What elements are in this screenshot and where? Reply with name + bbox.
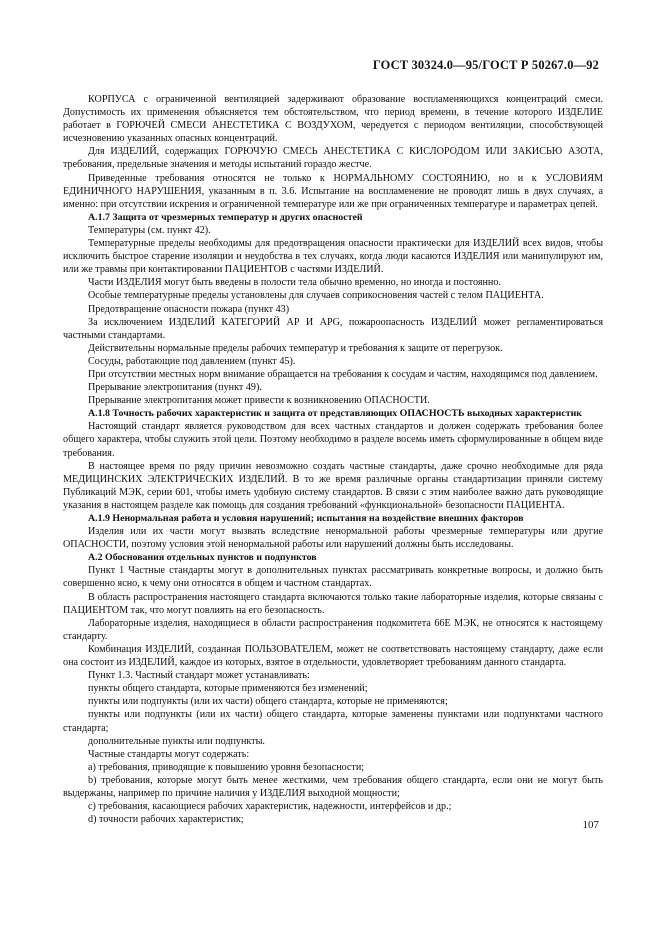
paragraph: Особые температурные пределы установлены для случаев соприкосновения частей с телом ПАЦИЕНТА.	[88, 290, 544, 302]
section-heading: А.1.9 Ненормальная работа и условия нарушений; испытания на воздействие внешних факторов	[88, 513, 524, 524]
paragraph: пункты или подпункты (или их части) общего стандарта, которые не применяются;	[88, 696, 448, 708]
paragraph: пункты общего стандарта, которые применяются без изменений;	[88, 683, 368, 695]
paragraph: Действительны нормальные пределы рабочих температур и требования к защите от перегрузок.	[88, 342, 503, 354]
paragraph: Комбинация ИЗДЕЛИЙ, созданная ПОЛЬЗОВАТЕЛЕМ, может не соответствовать настоящему стандарту, даже если она состоит из ИЗДЕЛИЙ, каждое из которых, взятое в отдельности, удовлетворяет требованиям данного стандарта.	[63, 643, 603, 669]
paragraph: дополнительные пункты или подпункты.	[88, 735, 265, 747]
paragraph: Температуры (см. пункт 42).	[88, 224, 211, 236]
paragraph: При отсутствии местных норм внимание обращается на требования к сосудам и частям, находящимся под давлением.	[88, 368, 598, 380]
document-body	[63, 93, 603, 826]
paragraph: Изделия или их части могут вызвать вследствие ненормальной работы чрезмерные температуры или другие ОПАСНОСТИ, поэтому условия этой ненормальной работы или нарушений должны быть исследованы.	[63, 526, 603, 551]
paragraph: Для ИЗДЕЛИЙ, содержащих ГОРЮЧУЮ СМЕСЬ АНЕСТЕТИКА С КИСЛОРОДОМ ИЛИ ЗАКИСЬЮ АЗОТА, требования, предельные значения и методы испытаний гораздо жестче.	[63, 146, 603, 171]
paragraph: d) точности рабочих характеристик;	[88, 814, 244, 826]
paragraph: Настоящий стандарт является руководством для всех частных стандартов и должен содержать требования более общего характера, чтобы служить этой цели. Поэтому необходимо в разделе восемь иметь сформулированные в общем виде требования.	[63, 421, 603, 459]
paragraph: Сосуды, работающие под давлением (пункт 45).	[88, 355, 296, 367]
paragraph: Приведенные требования относятся не только к НОРМАЛЬНОМУ СОСТОЯНИЮ, но и к УСЛОВИЯМ ЕДИНИЧНОГО НАРУШЕНИЯ, указанным в п. 3.6. Испытание на воспламенение не проводят лишь в двух случаях, а именно: при отсутствии искрения и ограниченной температуре или же при ограниченных температуре и параметрах цепей.	[63, 172, 603, 210]
section-heading: А.1.7 Защита от чрезмерных температур и других опасностей	[88, 211, 363, 223]
paragraph: b) требования, которые могут быть менее жесткими, чем требования общего стандарта, если они не могут быть выдержаны, например по причине наличия у ИЗДЕЛИЯ выходной мощности;	[63, 774, 603, 799]
section-heading: А.2 Обоснования отдельных пунктов и подпунктов	[88, 552, 317, 564]
paragraph: В область распространения настоящего стандарта включаются только такие лабораторные изделия, которые связаны с ПАЦИЕНТОМ так, что могут повлиять на его безопасность.	[63, 591, 603, 616]
paragraph: с) требования, касающиеся рабочих характеристик, надежности, интерфейсов и др.;	[88, 801, 452, 813]
paragraph: Температурные пределы необходимы для предотвращения опасности практически для ИЗДЕЛИЙ всех видов, чтобы исключить быстрое старение изоляции и неудобства в тех случаях, когда люди касаются ИЗДЕЛИЯ или манипулируют им, или же травмы при контактировании ПАЦИЕНТОВ с частями ИЗДЕЛИЙ.	[63, 238, 603, 276]
paragraph: Прерывание электропитания (пункт 49).	[88, 382, 262, 394]
paragraph: В настоящее время по ряду причин невозможно создать частные стандарты, даже срочно необходимые для ряда МЕДИЦИНСКИХ ЭЛЕКТРИЧЕСКИХ ИЗДЕЛИЙ. В то же время различные органы стандартизации приняли систему Публикаций МЭК, серии 601, чтобы иметь удобную систему стандартов. В связи с этим наиболее важно дать руководящие указания в настоящем разделе как помощь для создания требований «функциональной» безопасности ПАЦИЕНТА.	[63, 460, 603, 511]
paragraph: КОРПУСА с ограниченной вентиляцией задерживают образование воспламеняющихся концентраций смеси. Допустимость их применения объясняется тем обстоятельством, что период времени, в течение которого ИЗДЕЛИЕ работает в ГОРЮЧЕЙ СМЕСИ АНЕСТЕТИКА С ВОЗДУХОМ, чередуется с периодом вентиляции, способствующей исчезновению указанных опасных концентраций.	[63, 94, 603, 145]
paragraph: За исключением ИЗДЕЛИЙ КАТЕГОРИЙ АР И АРG, пожароопасность ИЗДЕЛИЙ может регламентироваться частными стандартами.	[63, 316, 603, 341]
paragraph: Прерывание электропитания может привести к возникновению ОПАСНОСТИ.	[88, 395, 430, 407]
paragraph: пункты или подпункты (или их части) общего стандарта, которые заменены пунктами или подпунктами частного стандарта;	[63, 709, 603, 734]
paragraph: Лабораторные изделия, находящиеся в области распространения подкомитета 66Е МЭК, не относятся к настоящему стандарту.	[63, 617, 603, 642]
section-heading: А.1.8 Точность рабочих характеристик и защита от представляющих ОПАСНОСТЬ выходных характеристик	[88, 408, 582, 420]
paragraph: Предотвращение опасности пожара (пункт 43)	[88, 303, 290, 315]
paragraph: Пункт 1 Частные стандарты могут в дополнительных пунктах рассматривать конкретные вопросы, и должно быть совершенно ясно, к чему они относятся в общем и частном стандартах.	[63, 565, 603, 590]
paragraph: а) требования, приводящие к повышению уровня безопасности;	[88, 761, 365, 773]
page-number: 107	[582, 819, 599, 831]
document-header: ГОСТ 30324.0—95/ГОСТ Р 50267.0—92	[372, 58, 599, 72]
paragraph: Пункт 1.3. Частный стандарт может устанавливать:	[88, 670, 310, 682]
paragraph: Части ИЗДЕЛИЯ могут быть введены в полости тела обычно временно, но иногда и постоянно.	[88, 277, 501, 289]
paragraph: Частные стандарты могут содержать:	[88, 748, 250, 760]
